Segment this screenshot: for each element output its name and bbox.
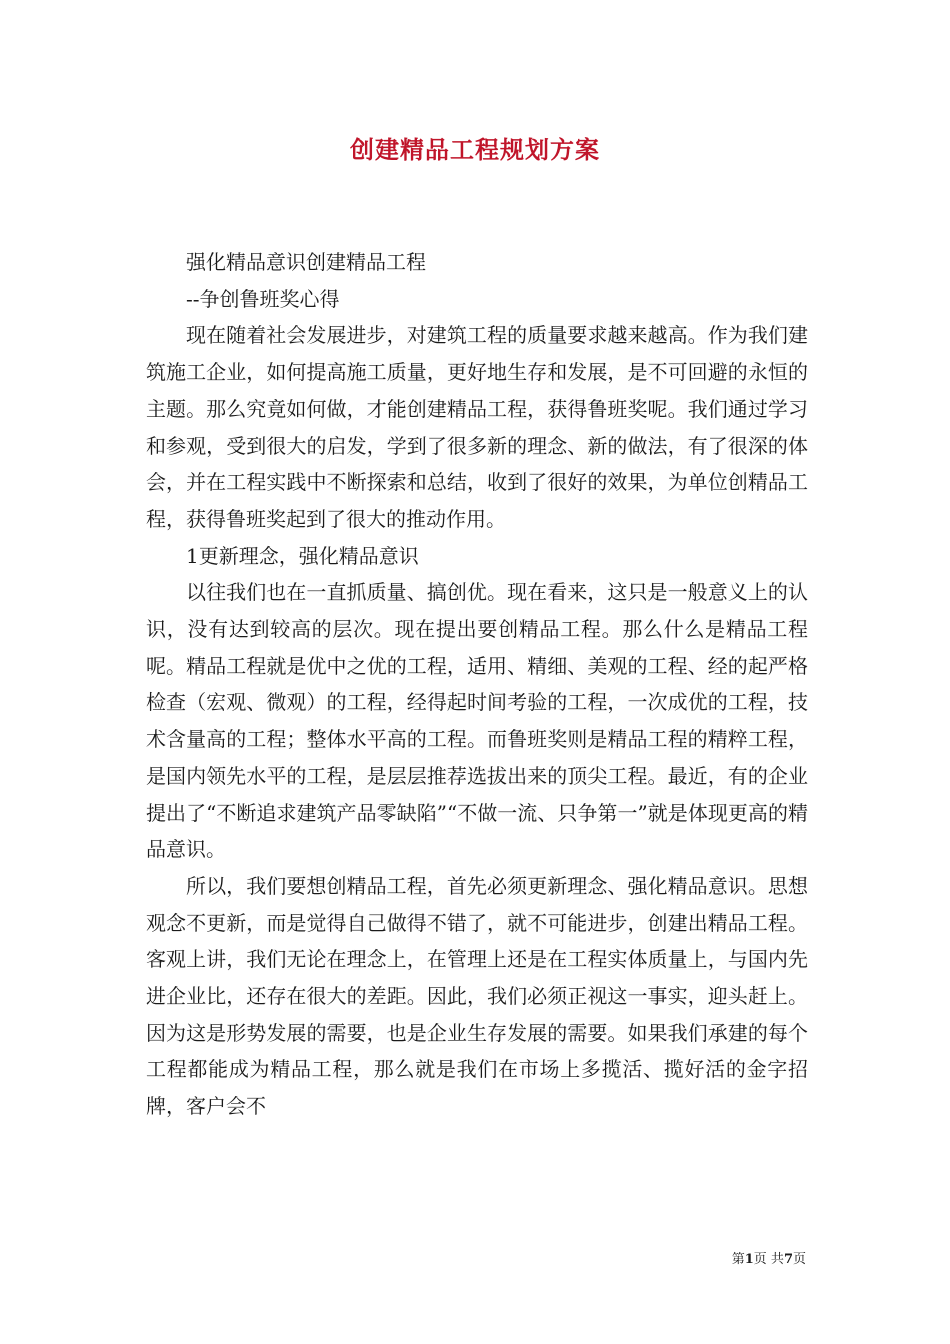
footer-middle: 页 共 (753, 1252, 784, 1267)
footer-prefix: 第 (731, 1252, 745, 1267)
document-title: 创建精品工程规划方案 (350, 135, 600, 164)
paragraph-intro: 现在随着社会发展进步，对建筑工程的质量要求越来越高。作为我们建筑施工企业，如何提高施工质量，更好地生存和发展，是不可回避的永恒的主题。那么究竟如何做，才能创建精品工程，获得鲁班奖呢。我们通过学习和参观，受到很大的启发，学到了很多新的理念、新的做法，有了很深的体会，并在工程实践中不断探索和总结，收到了很好的效果，为单位创精品工程，获得鲁班奖起到了很大的推动作用。 (146, 323, 808, 531)
footer-suffix: 页 (792, 1252, 806, 1267)
footer-current-page: 1 (744, 1252, 754, 1267)
document-subheading: --争创鲁班奖心得 (186, 286, 340, 311)
paragraph-section-1: 以往我们也在一直抓质量、搞创优。现在看来，这只是一般意义上的认识，没有达到较高的层次。现在提出要创精品工程。那么什么是精品工程呢。精品工程就是优中之优的工程，适用、精细、美观的工程、经的起严格检查（宏观、微观）的工程，经得起时间考验的工程，一次成优的工程，技术含量高的工程；整体水平高的工程。而鲁班奖则是精品工程的精粹工程，是国内领先水平的工程，是层层推荐选拔出来的顶尖工程。最近，有的企业提出了“不断追求建筑产品零缺陷”“不做一流、只争第一”就是体现更高的精品意识。 (146, 580, 808, 862)
page-footer (732, 1248, 806, 1267)
paragraph-section-1-continued: 所以，我们要想创精品工程，首先必须更新理念、强化精品意识。思想观念不更新，而是觉得自己做得不错了，就不可能进步，创建出精品工程。客观上讲，我们无论在理念上，在管理上还是在工程实体质量上，与国内先进企业比，还存在很大的差距。因此，我们必须正视这一事实，迎头赶上。因为这是形势发展的需要，也是企业生存发展的需要。如果我们承建的每个工程都能成为精品工程，那么就是我们在市场上多揽活、揽好活的金字招牌，客户会不 (146, 873, 808, 1119)
footer-total-pages: 7 (783, 1252, 793, 1267)
document-heading: 强化精品意识创建精品工程 (186, 250, 426, 274)
document-body (146, 244, 808, 1125)
section-heading-1: 1更新理念，强化精品意识 (186, 543, 419, 568)
